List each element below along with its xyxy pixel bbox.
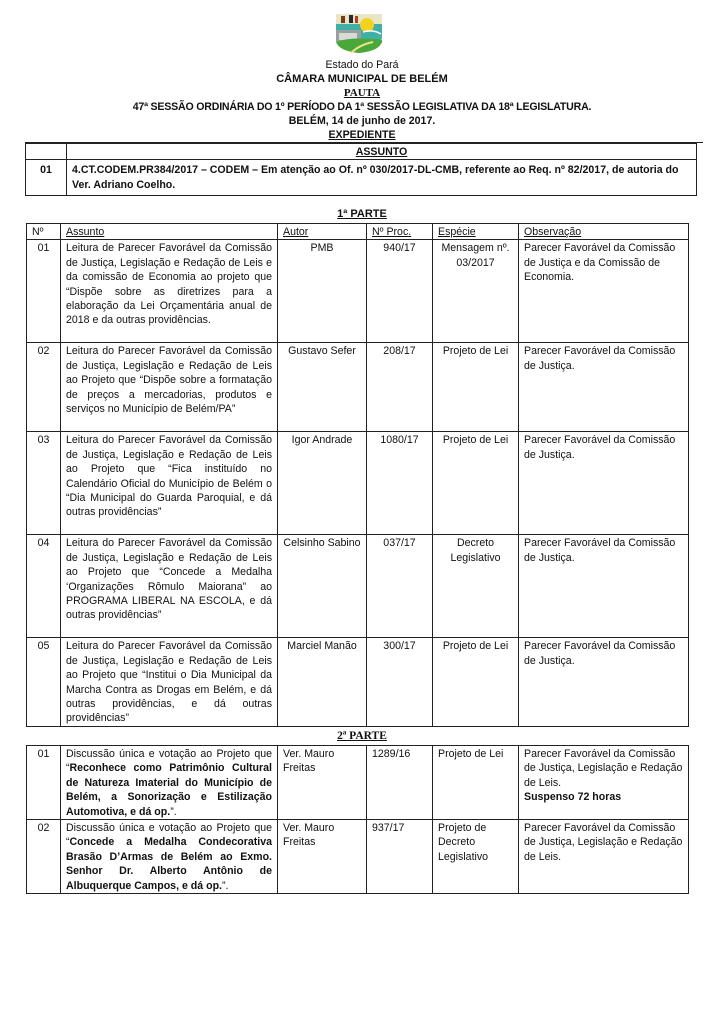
row-assunto [61, 746, 278, 820]
observacao-text: Parecer Favorável da Comissão de Justiça, Legislação e Redação de Leis. [524, 748, 683, 789]
row-observacao [519, 746, 689, 820]
row-proc: 037/17 [367, 535, 433, 638]
row-assunto: Leitura do Parecer Favorável da Comissão de Justiça, Legislação e Redação de Leis ao Projeto que “Fica instituído no Calendário Oficial do Município de Belém o “Dia Municipal do Guarda Paroquial, e dá outras providências” [61, 432, 278, 535]
expediente-row-num: 01 [26, 160, 67, 196]
row-proc: 1080/17 [367, 432, 433, 535]
row-assunto: Leitura do Parecer Favorável da Comissão de Justiça, Legislação e Redação de Leis ao Projeto que “Dispõe sobre a formatação de preços a mercadorias, produtos e serviços no Município de Belém/PA” [61, 343, 278, 432]
col-header-assunto: Assunto [61, 224, 278, 240]
table-row [27, 535, 689, 638]
table-row [27, 746, 689, 820]
expediente-column-assunto: ASSUNTO [67, 144, 697, 160]
row-autor: Igor Andrade [278, 432, 367, 535]
row-autor: Ver. Mauro Freitas [278, 820, 367, 894]
row-especie: Projeto de Lei [433, 343, 519, 432]
row-proc: 1289/16 [367, 746, 433, 820]
table-row [27, 240, 689, 343]
expediente-row-assunto: 4.CT.CODEM.PR384/2017 – CODEM – Em atenção ao Of. nº 030/2017-DL-CMB, referente ao Req. nº 82/2017, de autoria do Ver. Adriano Coelho. [67, 160, 697, 196]
parte2-title: 2ª PARTE [337, 730, 387, 742]
col-header-autor: Autor [278, 224, 367, 240]
row-autor: Marciel Manão [278, 638, 367, 727]
assunto-bold: Concede a Medalha Condecorativa Brasão D’Armas de Belém ao Exmo. Senhor Dr. Alberto Antônio de Albuquerque Campos, e dá op. [66, 836, 272, 892]
sessao-title: 47ª SESSÃO ORDINÁRIA DO 1º PERÍODO DA 1ª SESSÃO LEGISLATIVA DA 18ª LEGISLATURA. [132, 101, 592, 113]
row-observacao: Parecer Favorável da Comissão de Justiça. [519, 432, 689, 535]
row-observacao: Parecer Favorável da Comissão de Justiça. [519, 638, 689, 727]
assunto-bold: Reconhece como Patrimônio Cultural de Natureza Imaterial do Município de Belém, a Sonorização e Estilização Automotiva, e dá op. [66, 762, 272, 818]
row-num: 05 [27, 638, 61, 727]
parte1-title: 1ª PARTE [337, 208, 387, 220]
parte2-table [26, 745, 689, 894]
camara-title: CÂMARA MUNICIPAL DE BELÉM [276, 73, 448, 85]
row-proc: 937/17 [367, 820, 433, 894]
row-proc: 208/17 [367, 343, 433, 432]
row-especie: Projeto de Lei [433, 432, 519, 535]
row-especie: Decreto Legislativo [433, 535, 519, 638]
brasao-belem-icon [333, 12, 385, 54]
pauta-title: PAUTA [343, 87, 381, 99]
row-num: 01 [27, 746, 61, 820]
row-proc: 940/17 [367, 240, 433, 343]
parte1-header-row [27, 224, 689, 240]
row-proc: 300/17 [367, 638, 433, 727]
assunto-suffix: ”. [170, 805, 177, 818]
expediente-table [25, 143, 697, 196]
expediente-row [26, 160, 697, 196]
assunto-prefix: Discussão única e votação ao Projeto que “ [66, 748, 272, 775]
col-header-observacao: Observação [519, 224, 689, 240]
row-especie: Projeto de Lei [433, 746, 519, 820]
session-date: BELÉM, 14 de junho de 2017. [288, 115, 436, 127]
assunto-suffix: ”. [221, 879, 229, 892]
row-autor: Celsinho Sabino [278, 535, 367, 638]
row-assunto: Leitura do Parecer Favorável da Comissão de Justiça, Legislação e Redação de Leis ao Projeto que “Concede a Medalha ‘Organizações Rômulo Maiorana” ao PROGRAMA LIBERAL NA ESCOLA, e dá outras providências” [61, 535, 278, 638]
row-num: 02 [27, 820, 61, 894]
row-observacao: Parecer Favorável da Comissão de Justiça e da Comissão de Economia. [519, 240, 689, 343]
row-observacao: Parecer Favorável da Comissão de Justiça. [519, 343, 689, 432]
row-especie: Mensagem nº. 03/2017 [433, 240, 519, 343]
state-name: Estado do Pará [325, 59, 399, 71]
row-num: 04 [27, 535, 61, 638]
table-row [27, 343, 689, 432]
row-autor: PMB [278, 240, 367, 343]
parte1-table [26, 223, 689, 727]
table-row [27, 820, 689, 894]
expediente-header-blank [26, 144, 67, 160]
expediente-title: EXPEDIENTE [328, 129, 396, 141]
row-autor: Gustavo Sefer [278, 343, 367, 432]
row-especie: Projeto de Decreto Legislativo [433, 820, 519, 894]
row-especie: Projeto de Lei [433, 638, 519, 727]
row-assunto: Leitura do Parecer Favorável da Comissão de Justiça, Legislação e Redação de Leis ao Projeto que “Institui o Dia Municipal da Marcha Contra as Drogas em Belém, e dá outras providências, e dá outras providências” [61, 638, 278, 727]
table-row [27, 432, 689, 535]
assunto-prefix: Discussão única e votação ao Projeto que “ [66, 822, 272, 849]
table-row [27, 638, 689, 727]
row-observacao: Parecer Favorável da Comissão de Justiça, Legislação e Redação de Leis. [519, 820, 689, 894]
row-assunto: Leitura de Parecer Favorável da Comissão de Justiça, Legislação e Redação de Leis e da comissão de Economia ao projeto que “Dispõe sobre as diretrizes para a elaboração da Lei Orçamentária anual de 2018 e da outras providências. [61, 240, 278, 343]
row-num: 03 [27, 432, 61, 535]
status-suspenso: Suspenso 72 horas [524, 791, 622, 804]
row-observacao: Parecer Favorável da Comissão de Justiça. [519, 535, 689, 638]
row-assunto [61, 820, 278, 894]
col-header-proc: Nº Proc. [367, 224, 433, 240]
row-num: 01 [27, 240, 61, 343]
col-header-num: Nº [27, 224, 61, 240]
row-autor: Ver. Mauro Freitas [278, 746, 367, 820]
expediente-header-row [26, 144, 697, 160]
row-num: 02 [27, 343, 61, 432]
col-header-especie: Espécie [433, 224, 519, 240]
